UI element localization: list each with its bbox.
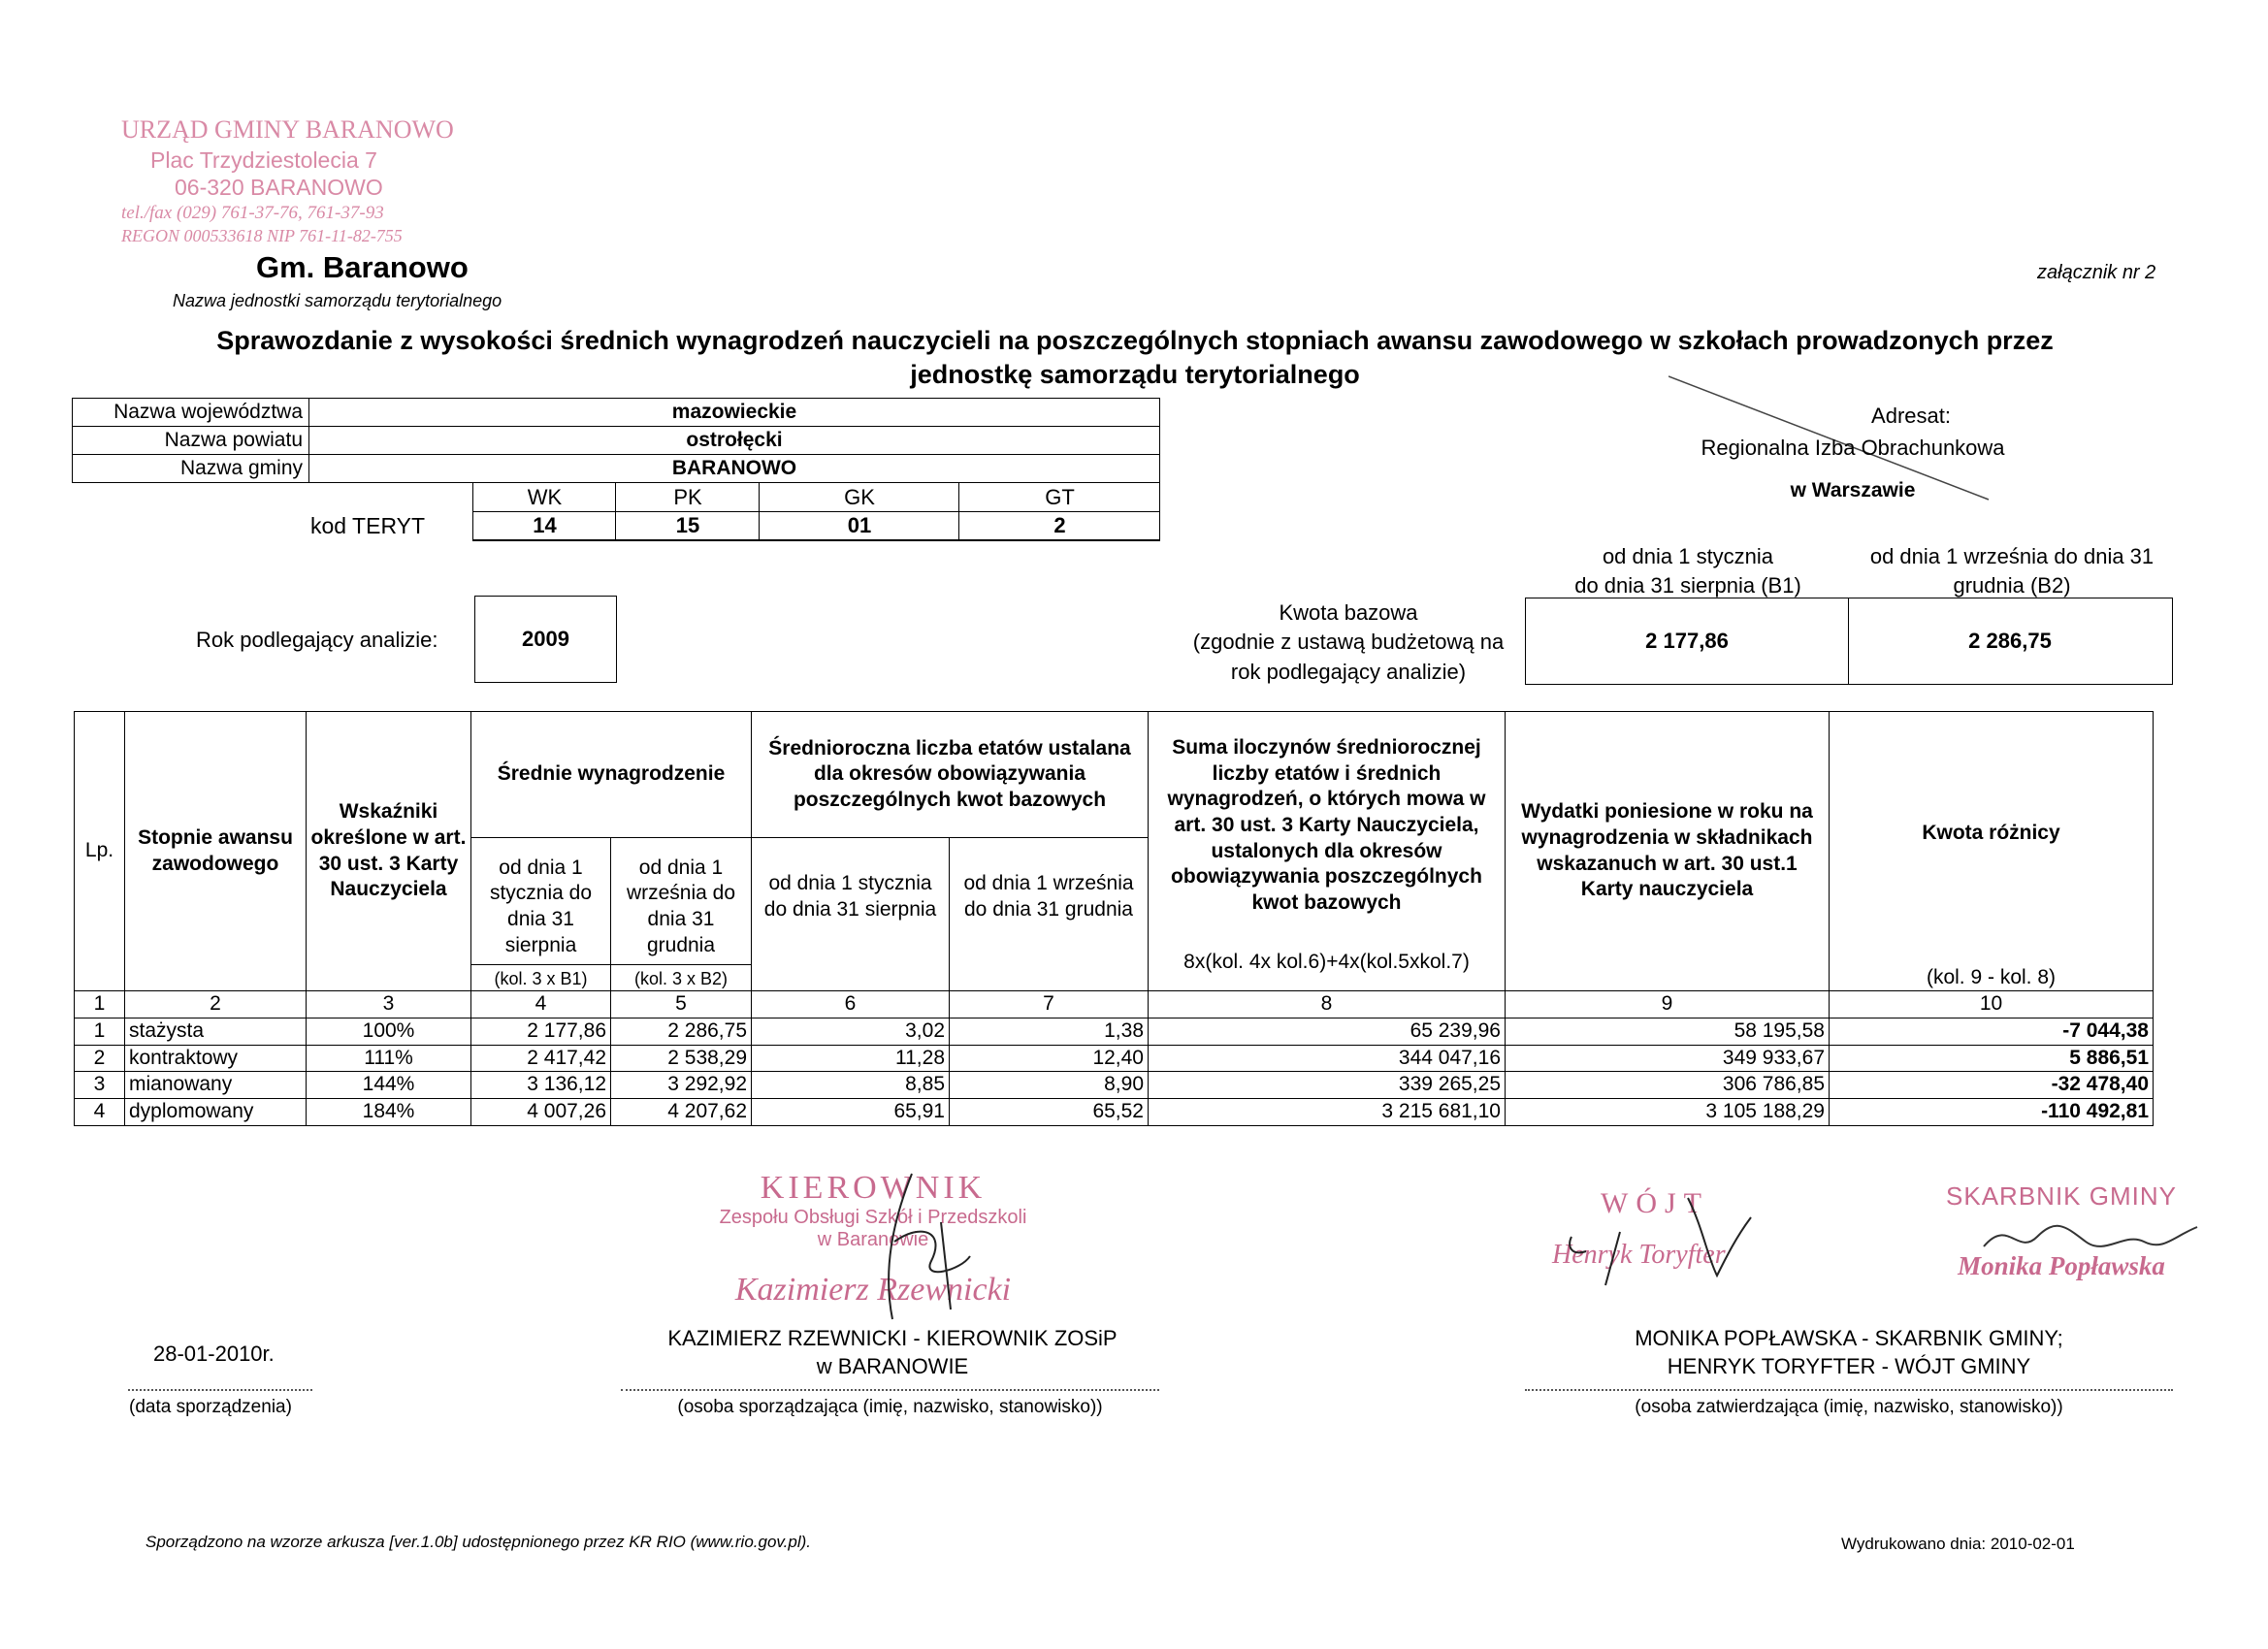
cell-roznica: 5 886,51 — [1830, 1045, 2154, 1072]
cell-et-a: 65,91 — [752, 1098, 950, 1125]
teryt-value-pk: 15 — [675, 513, 700, 537]
table-row — [75, 1072, 2154, 1099]
b1-header — [1523, 542, 1853, 600]
district-label: Nazwa powiatu — [164, 429, 303, 451]
teryt-header-wk: WK — [527, 484, 563, 509]
b1-header-line: od dnia 1 stycznia — [1602, 544, 1774, 568]
col-number: 6 — [752, 991, 950, 1018]
report-date: 28-01-2010r. — [153, 1342, 275, 1366]
unit-name: Gm. Baranowo — [256, 250, 469, 284]
header-wskazniki: Wskaźniki określone w art. 30 ust. 3 Karty Nauczyciela — [307, 712, 471, 991]
cell-suma: 65 239,96 — [1149, 1018, 1506, 1045]
cell-et-a: 8,85 — [752, 1072, 950, 1099]
year-value: 2009 — [474, 596, 617, 683]
header-sr-b-text: od dnia 1 września do dnia 31 grudnia — [626, 856, 736, 956]
base-label-line: (zgodnie z ustawą budżetową na — [1192, 630, 1505, 655]
cell-et-b: 8,90 — [950, 1072, 1149, 1099]
stamp-line: REGON 000533618 NIP 761-11-82-755 — [121, 225, 403, 245]
cell-et-b: 65,52 — [950, 1098, 1149, 1125]
b1-header-line: do dnia 31 sierpnia (B1) — [1574, 572, 1801, 598]
header-srednie: Średnie wynagrodzenie — [471, 712, 752, 838]
kierownik-stamp-name: Kazimierz Rzewnicki — [734, 1272, 1012, 1309]
cell-sr-a: 2 177,86 — [471, 1018, 611, 1045]
wojt-stamp-title: WÓJT — [1601, 1187, 1709, 1219]
header-et-a: od dnia 1 stycznia do dnia 31 sierpnia — [752, 838, 950, 991]
base-label-line: rok podlegający analizie) — [1230, 659, 1467, 684]
col-number: 2 — [125, 991, 307, 1018]
cell-wydatki: 3 105 188,29 — [1506, 1098, 1830, 1125]
kierownik-stamp-line: w Baranowie — [817, 1229, 929, 1251]
col-number: 10 — [1830, 991, 2154, 1018]
cell-stopien: kontraktowy — [125, 1045, 307, 1072]
kierownik-stamp-line: Zespołu Obsługi Szkół i Przedszkoli — [719, 1207, 1027, 1229]
wojt-signature — [1562, 1179, 1814, 1295]
teryt-value-gt: 2 — [1053, 513, 1066, 537]
stamp-line: Plac Trzydziestolecia 7 — [150, 146, 377, 173]
b1-value: 2 177,86 — [1525, 598, 1849, 685]
office-stamp — [121, 114, 454, 246]
col-number: 1 — [75, 991, 125, 1018]
salary-table — [74, 711, 2154, 1126]
header-lp: Lp. — [75, 712, 125, 991]
cell-wydatki: 349 933,67 — [1506, 1045, 1830, 1072]
table-row — [75, 1045, 2154, 1072]
header-sr-b — [611, 838, 752, 991]
cell-stopien: stażysta — [125, 1018, 307, 1045]
b2-header-line: od dnia 1 września do dnia 31 — [1869, 544, 2155, 568]
voivodeship-label: Nazwa województwa — [113, 401, 303, 423]
b2-header — [1847, 542, 2177, 600]
cell-wsk: 144% — [307, 1072, 471, 1099]
approver-line: HENRYK TORYFTER - WÓJT GMINY — [1667, 1353, 2031, 1378]
commune-value: BARANOWO — [671, 457, 797, 479]
header-wydatki: Wydatki poniesione w roku na wynagrodzenia w składnikach wskazanuch w art. 30 ust.1 Karty nauczyciela — [1506, 712, 1830, 991]
wojt-stamp-name: Henryk Toryfter — [1552, 1240, 1726, 1270]
cell-lp: 3 — [75, 1072, 125, 1099]
year-label: Rok podlegający analizie: — [196, 628, 438, 652]
cell-sr-b: 4 207,62 — [611, 1098, 752, 1125]
header-suma — [1149, 712, 1506, 991]
header-etaty: Średnioroczna liczba etatów ustalana dla okresów obowiązywania poszczególnych kwot bazowych — [752, 712, 1149, 838]
col-number: 3 — [307, 991, 471, 1018]
cell-wsk: 111% — [307, 1045, 471, 1072]
cell-wydatki: 306 786,85 — [1506, 1072, 1830, 1099]
date-caption: (data sporządzenia) — [129, 1397, 292, 1417]
teryt-value-gk: 01 — [847, 513, 872, 537]
cell-sr-b: 3 292,92 — [611, 1072, 752, 1099]
header-sr-a — [471, 838, 611, 991]
stamp-line: URZĄD GMINY BARANOWO — [121, 115, 454, 144]
attachment-label: załącznik nr 2 — [2037, 262, 2156, 283]
cell-et-a: 11,28 — [752, 1045, 950, 1072]
base-label-line: Kwota bazowa — [1279, 600, 1418, 625]
header-kwota-text: Kwota różnicy — [1922, 822, 2060, 844]
approver-block — [1525, 1325, 2173, 1380]
cell-sr-a: 3 136,12 — [471, 1072, 611, 1099]
approver-line: MONIKA POPŁAWSKA - SKARBNIK GMINY; — [1635, 1326, 2063, 1350]
report-title-line: jednostkę samorządu terytorialnego — [910, 360, 1360, 390]
cell-roznica: -110 492,81 — [1830, 1098, 2154, 1125]
cell-et-a: 3,02 — [752, 1018, 950, 1045]
cell-wydatki: 58 195,58 — [1506, 1018, 1830, 1045]
teryt-header-gt: GT — [1045, 484, 1075, 509]
addressee-block — [1649, 400, 2057, 506]
cell-stopien: mianowany — [125, 1072, 307, 1099]
teryt-value-wk: 14 — [533, 513, 557, 537]
template-note: Sporządzono na wzorze arkusza [ver.1.0b] udostępnionego przez KR RIO (www.rio.gov.pl). — [146, 1533, 812, 1551]
skarbnik-stamp-title: SKARBNIK GMINY — [1946, 1181, 2177, 1211]
voivodeship-value: mazowieckie — [671, 401, 797, 423]
cell-suma: 344 047,16 — [1149, 1045, 1506, 1072]
skarbnik-signature — [1979, 1208, 2202, 1266]
district-value: ostrołęcki — [686, 429, 783, 451]
cell-sr-a: 2 417,42 — [471, 1045, 611, 1072]
cell-sr-a: 4 007,26 — [471, 1098, 611, 1125]
col-number: 7 — [950, 991, 1149, 1018]
cell-stopien: dyplomowany — [125, 1098, 307, 1125]
header-suma-formula: 8x(kol. 4x kol.6)+4x(kol.5xkol.7) — [1183, 950, 1470, 973]
cell-wsk: 184% — [307, 1098, 471, 1125]
printed-date: Wydrukowano dnia: 2010-02-01 — [1841, 1535, 2075, 1553]
preparer-block — [621, 1325, 1164, 1380]
commune-label: Nazwa gminy — [179, 457, 303, 479]
cell-lp: 4 — [75, 1098, 125, 1125]
teryt-header-pk: PK — [673, 484, 702, 509]
header-stopnie: Stopnie awansu zawodowego — [125, 712, 307, 991]
header-sr-a-formula: (kol. 3 x B1) — [470, 964, 611, 990]
unit-caption: Nazwa jednostki samorządu terytorialnego — [173, 291, 502, 310]
cell-et-b: 1,38 — [950, 1018, 1149, 1045]
header-kwota-formula: (kol. 9 - kol. 8) — [1926, 965, 2057, 988]
kierownik-signature — [854, 1164, 1028, 1329]
addressee-city: w Warszawie — [1790, 479, 1916, 501]
stamp-line: tel./fax (029) 761-37-76, 761-37-93 — [121, 203, 384, 223]
preparer-caption: (osoba sporządzająca (imię, nazwisko, stanowisko)) — [677, 1397, 1103, 1417]
b2-header-line: grudnia (B2) — [1953, 572, 2071, 598]
header-suma-text: Suma iloczynów średniorocznej liczby etatów i średnich wynagrodzeń, o których mowa w art. 30 ust. 3 Karty Nauczyciela, ustalonych dla okresów obowiązywania poszczególnych kwot bazowych — [1167, 736, 1486, 914]
cell-sr-b: 2 538,29 — [611, 1045, 752, 1072]
col-number: 9 — [1506, 991, 1830, 1018]
base-label — [1164, 598, 1533, 687]
cell-roznica: -32 478,40 — [1830, 1072, 2154, 1099]
cell-roznica: -7 044,38 — [1830, 1018, 2154, 1045]
addressee-name: Regionalna Izba Obrachunkowa — [1701, 436, 2005, 460]
cell-wsk: 100% — [307, 1018, 471, 1045]
teryt-label: kod TERYT — [310, 513, 426, 538]
addressee-label: Adresat: — [1871, 404, 1951, 428]
preparer-line: KAZIMIERZ RZEWNICKI - KIEROWNIK ZOSiP — [667, 1326, 1118, 1350]
header-et-b: od dnia 1 września do dnia 31 grudnia — [950, 838, 1149, 991]
cell-et-b: 12,40 — [950, 1045, 1149, 1072]
col-number: 4 — [471, 991, 611, 1018]
teryt-header-gk: GK — [844, 484, 875, 509]
approver-caption: (osoba zatwierdzająca (imię, nazwisko, stanowisko)) — [1635, 1397, 2063, 1417]
stamp-line: 06-320 BARANOWO — [175, 175, 383, 201]
b2-value: 2 286,75 — [1848, 598, 2173, 685]
table-row — [75, 1098, 2154, 1125]
kierownik-stamp-title: KIEROWNIK — [760, 1170, 987, 1206]
col-number: 5 — [611, 991, 752, 1018]
cell-sr-b: 2 286,75 — [611, 1018, 752, 1045]
cell-lp: 2 — [75, 1045, 125, 1072]
header-sr-a-text: od dnia 1 stycznia do dnia 31 sierpnia — [489, 856, 593, 956]
cell-suma: 339 265,25 — [1149, 1072, 1506, 1099]
cell-lp: 1 — [75, 1018, 125, 1045]
cell-suma: 3 215 681,10 — [1149, 1098, 1506, 1125]
header-sr-b-formula: (kol. 3 x B2) — [610, 964, 752, 990]
table-row — [75, 1018, 2154, 1045]
header-kwota — [1830, 712, 2154, 991]
report-title-line: Sprawozdanie z wysokości średnich wynagrodzeń nauczycieli na poszczególnych stopniach awansu zawodowego w szkołach prowadzonych przez — [216, 326, 2054, 355]
preparer-line: w BARANOWIE — [816, 1353, 969, 1378]
skarbnik-stamp-name: Monika Popławska — [1958, 1251, 2165, 1281]
col-number: 8 — [1149, 991, 1506, 1018]
